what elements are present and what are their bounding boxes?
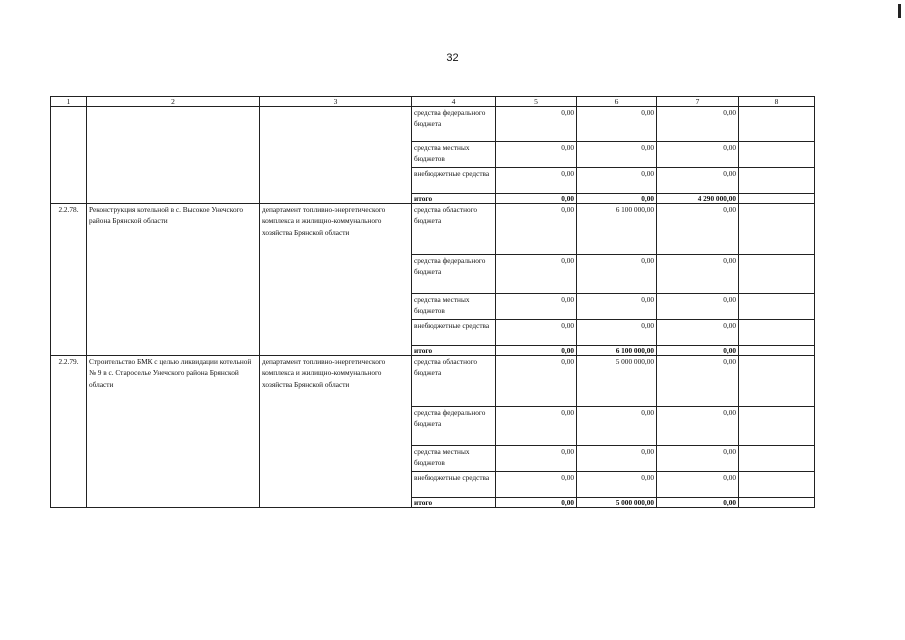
funding-source: средства местных бюджетов (412, 294, 496, 320)
table-row (51, 204, 815, 255)
col-header: 2 (87, 97, 260, 107)
note-col8 (739, 498, 815, 508)
note-col8 (739, 107, 815, 142)
funding-source: средства местных бюджетов (412, 446, 496, 472)
amount-col7: 0,00 (657, 168, 739, 194)
amount-col5: 0,00 (496, 320, 577, 346)
amount-col6: 5 000 000,00 (577, 498, 657, 508)
note-col8 (739, 472, 815, 498)
note-col8 (739, 294, 815, 320)
amount-col6: 6 100 000,00 (577, 346, 657, 356)
note-col8 (739, 356, 815, 407)
note-col8 (739, 446, 815, 472)
amount-col6: 0,00 (577, 472, 657, 498)
scan-edge-mark (898, 4, 901, 18)
col-header: 4 (412, 97, 496, 107)
amount-col5: 0,00 (496, 407, 577, 446)
funding-source: итого (412, 346, 496, 356)
amount-col7: 0,00 (657, 320, 739, 346)
amount-col7: 0,00 (657, 294, 739, 320)
item-name: Строительство БМК с целью ликвидации котельной № 9 в с. Староселье Унечского района Брянской области (87, 356, 260, 508)
amount-col5: 0,00 (496, 194, 577, 204)
funding-source: итого (412, 194, 496, 204)
amount-col5: 0,00 (496, 142, 577, 168)
funding-source: средства федерального бюджета (412, 255, 496, 294)
amount-col7: 0,00 (657, 204, 739, 255)
table-row (51, 356, 815, 407)
col-header: 1 (51, 97, 87, 107)
amount-col5: 0,00 (496, 255, 577, 294)
amount-col7: 0,00 (657, 356, 739, 407)
note-col8 (739, 142, 815, 168)
funding-source: средства федерального бюджета (412, 107, 496, 142)
funding-source: средства местных бюджетов (412, 142, 496, 168)
amount-col5: 0,00 (496, 498, 577, 508)
amount-col6: 0,00 (577, 168, 657, 194)
amount-col6: 0,00 (577, 194, 657, 204)
header-row (51, 97, 815, 107)
budget-table (50, 96, 815, 508)
amount-col5: 0,00 (496, 356, 577, 407)
note-col8 (739, 204, 815, 255)
note-col8 (739, 168, 815, 194)
amount-col6: 0,00 (577, 107, 657, 142)
amount-col7: 4 290 000,00 (657, 194, 739, 204)
amount-col6: 0,00 (577, 320, 657, 346)
amount-col6: 5 000 000,00 (577, 356, 657, 407)
item-responsible: департамент топливно-энергетического комплекса и жилищно-коммунального хозяйства Брянской области (260, 356, 412, 508)
funding-source: итого (412, 498, 496, 508)
note-col8 (739, 255, 815, 294)
amount-col6: 0,00 (577, 294, 657, 320)
item-responsible: департамент топливно-энергетического комплекса и жилищно-коммунального хозяйства Брянской области (260, 204, 412, 356)
note-col8 (739, 194, 815, 204)
amount-col7: 0,00 (657, 255, 739, 294)
funding-source: средства федерального бюджета (412, 407, 496, 446)
amount-col5: 0,00 (496, 472, 577, 498)
amount-col6: 0,00 (577, 446, 657, 472)
table-body (51, 107, 815, 508)
amount-col6: 6 100 000,00 (577, 204, 657, 255)
funding-source: средства областного бюджета (412, 204, 496, 255)
page-number: 32 (446, 52, 459, 64)
amount-col6: 0,00 (577, 255, 657, 294)
table-row (51, 107, 815, 142)
item-name: Реконструкция котельной в с. Высокое Унечского района Брянской области (87, 204, 260, 356)
funding-source: средства областного бюджета (412, 356, 496, 407)
item-responsible (260, 107, 412, 204)
col-header: 6 (577, 97, 657, 107)
funding-source: внебюджетные средства (412, 472, 496, 498)
amount-col6: 0,00 (577, 142, 657, 168)
col-header: 3 (260, 97, 412, 107)
amount-col5: 0,00 (496, 346, 577, 356)
item-name (87, 107, 260, 204)
amount-col5: 0,00 (496, 446, 577, 472)
amount-col5: 0,00 (496, 168, 577, 194)
col-header: 5 (496, 97, 577, 107)
amount-col5: 0,00 (496, 107, 577, 142)
col-header: 7 (657, 97, 739, 107)
note-col8 (739, 407, 815, 446)
amount-col7: 0,00 (657, 107, 739, 142)
amount-col7: 0,00 (657, 407, 739, 446)
funding-source: внебюджетные средства (412, 320, 496, 346)
item-number (51, 107, 87, 204)
note-col8 (739, 346, 815, 356)
amount-col7: 0,00 (657, 346, 739, 356)
amount-col7: 0,00 (657, 472, 739, 498)
amount-col7: 0,00 (657, 446, 739, 472)
amount-col7: 0,00 (657, 498, 739, 508)
funding-source: внебюджетные средства (412, 168, 496, 194)
item-number: 2.2.79. (51, 356, 87, 508)
item-number: 2.2.78. (51, 204, 87, 356)
col-header: 8 (739, 97, 815, 107)
amount-col5: 0,00 (496, 294, 577, 320)
amount-col5: 0,00 (496, 204, 577, 255)
note-col8 (739, 320, 815, 346)
amount-col6: 0,00 (577, 407, 657, 446)
amount-col7: 0,00 (657, 142, 739, 168)
